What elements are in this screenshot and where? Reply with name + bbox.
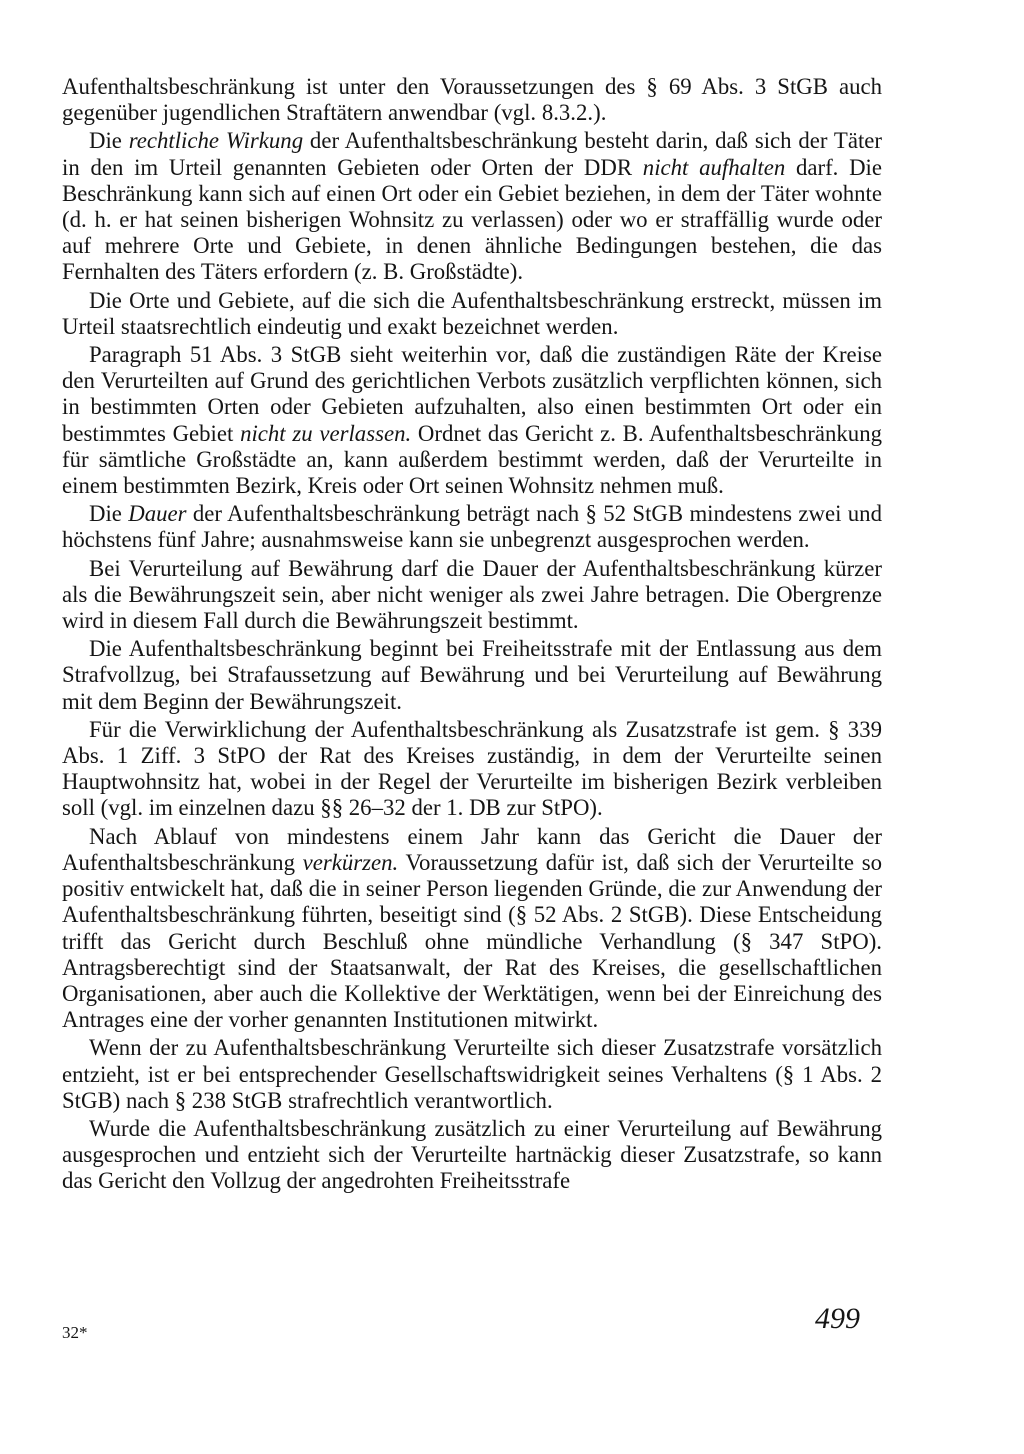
paragraph (62, 288, 882, 340)
paragraph (62, 128, 882, 285)
paragraph (62, 824, 882, 1034)
emphasis-text: nicht aufhalten (642, 154, 786, 180)
text-run: darf. Die Beschränkung kann sich auf einen Ort oder ein Gebiet beziehen, in dem der Täter wohnte (d. h. er hat seinen bisherigen Wohnsitz zu verlassen) oder wo er straffällig wurde oder auf mehrere Orte und Gebiete, in denen ähnliche Bedingungen bestehen, die das Fernhalten des Täters erfordern (z. B. Großstädte). (62, 154, 883, 285)
text-run: Wenn der zu Aufenthaltsbeschränkung Verurteilte sich dieser Zusatzstrafe vorsätzlich entzieht, ist er bei entsprechender Gesellschaftswidrigkeit seines Verhaltens (§ 1 Abs. 2 StGB) nach § 238 StGB strafrechtlich verantwortlich. (62, 1035, 882, 1113)
paragraph (62, 74, 882, 126)
paragraph (62, 717, 882, 822)
emphasis-text: Dauer (128, 501, 187, 527)
paragraph (62, 556, 882, 635)
paragraph (62, 501, 882, 553)
text-run: Ordnet das Gericht z. B. Aufenthaltsbeschränkung für sämtliche Großstädte an, kann außerdem bestimmt werden, daß der Verurteilte in einem bestimmten Bezirk, Kreis oder Ort seinen Wohnsitz nehmen muß. (62, 420, 882, 499)
paragraph (62, 1116, 882, 1195)
text-run: Nach Ablauf von mindestens einem Jahr kann das Gericht die Dauer der Aufenthaltsbeschränkung (62, 823, 882, 875)
page-number: 499 (815, 1302, 860, 1335)
text-run: der Aufenthaltsbeschränkung besteht darin, daß sich der Täter in den im Urteil genannten Gebieten oder Orten der DDR (62, 128, 882, 180)
text-run: Die Orte und Gebiete, auf die sich die Aufenthaltsbeschränkung erstreckt, müssen im Urteil staatsrechtlich eindeutig und exakt bezeichnet werden. (62, 287, 882, 339)
text-run: Aufenthaltsbeschränkung ist unter den Voraussetzungen des § 69 Abs. 3 StGB auch gegenüber jugendlichen Straftätern anwendbar (vgl. 8.3.2.). (62, 74, 882, 126)
paragraph (62, 342, 882, 499)
text-run: Bei Verurteilung auf Bewährung darf die Dauer der Aufenthaltsbeschränkung kürzer als die Bewährungszeit sein, aber nicht weniger als zwei Jahre betragen. Die Obergrenze wird in diesem Fall durch die Bewährungszeit bestimmt. (62, 555, 882, 634)
emphasis-text: rechtliche Wirkung (128, 128, 304, 154)
emphasis-text: nicht zu verlassen. (240, 420, 412, 446)
page-body (62, 74, 882, 1195)
text-run: Wurde die Aufenthaltsbeschränkung zusätzlich zu einer Verurteilung auf Bewährung ausgesprochen und entzieht sich der Verurteilte hartnäckig dieser Zusatzstrafe, so kann das Gericht den Vollzug der angedrohten Freiheitsstrafe (62, 1115, 882, 1194)
emphasis-text: verkürzen. (302, 849, 399, 875)
paragraph (62, 636, 882, 715)
text-run: der Aufenthaltsbeschränkung beträgt nach § 52 StGB mindestens zwei und höchstens fünf Jahre; ausnahmsweise kann sie unbegrenzt ausgesprochen werden. (62, 501, 882, 553)
text-run: Die (89, 128, 129, 154)
sheet-signature: 32* (62, 1323, 88, 1342)
paragraph (62, 1035, 882, 1114)
text-run: Die (89, 501, 129, 527)
text-run: Die Aufenthaltsbeschränkung beginnt bei Freiheitsstrafe mit der Entlassung aus dem Strafvollzug, bei Strafaussetzung auf Bewährung und bei Verurteilung auf Bewährung mit dem Beginn der Bewährungszeit. (62, 636, 882, 714)
text-run: Paragraph 51 Abs. 3 StGB sieht weiterhin vor, daß die zuständigen Räte der Kreise den Verurteilten auf Grund des gerichtlichen Verbots zusätzlich verpflichten können, sich in bestimmten Orten oder Gebieten aufzuhalten, also einen bestimmten Ort oder ein bestimmtes Gebiet (62, 342, 882, 446)
text-run: Voraussetzung dafür ist, daß sich der Verurteilte so positiv entwickelt hat, daß die in seiner Person liegenden Gründe, die zur Anwendung der Aufenthaltsbeschränkung führten, beseitigt sind (§ 52 Abs. 2 StGB). Diese Entscheidung trifft das Gericht durch Beschluß ohne mündliche Verhandlung (§ 347 StPO). Antragsberechtigt sind der Staatsanwalt, der Rat des Kreises, die gesellschaftlichen Organisationen, aber auch die Kollektive der Werktätigen, wenn bei der Einreichung des Antrages eine der vorher genannten Institutionen mitwirkt. (62, 849, 882, 1033)
text-run: Für die Verwirklichung der Aufenthaltsbeschränkung als Zusatzstrafe ist gem. § 339 Abs. 1 Ziff. 3 StPO der Rat des Kreises zuständig, in dem der Verurteilte seinen Hauptwohnsitz hat, wobei in der Regel der Verurteilte im bisherigen Bezirk verbleiben soll (vgl. im einzelnen dazu §§ 26–32 der 1. DB zur StPO). (62, 716, 882, 821)
